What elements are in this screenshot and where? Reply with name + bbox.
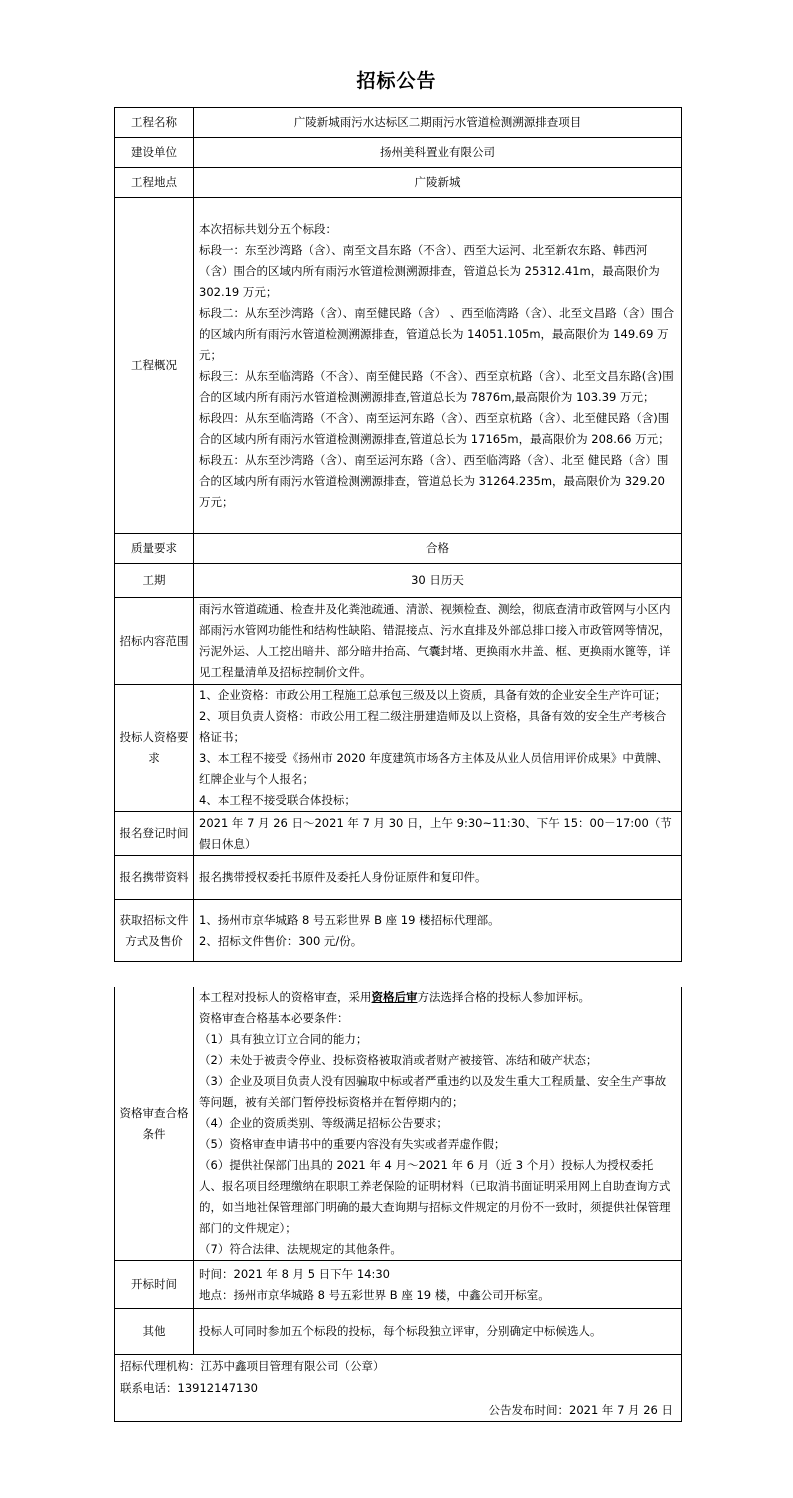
table-row [115,987,682,1261]
owner-value: 扬州美科置业有限公司 [194,138,682,168]
docs-method-value [194,900,682,962]
qualification-value [194,685,682,812]
registration-docs-label: 报名携带资料 [115,856,194,900]
project-name-value: 广陵新城雨污水达标区二期雨污水管道检测溯源排查项目 [194,108,682,138]
other-value: 投标人可同时参加五个标段的投标，每个标段独立评审，分别确定中标候选人。 [194,1309,682,1355]
qualification-line: 2、项目负责人资格：市政公用工程二级注册建造师及以上资格，具备有效的安全生产考核合格证书； [199,709,667,744]
qualification-line: 3、本工程不接受《扬州市 2020 年度建筑市场各方主体及从业人员信用评价成果》中黄牌、红牌企业与个人报名； [199,751,669,786]
table-row [115,1377,682,1399]
qualification-line: 4、本工程不接受联合体投标； [199,793,356,807]
table-row [115,1309,682,1355]
project-name-label: 工程名称 [115,108,194,138]
table-row [115,138,682,168]
table-row [115,168,682,198]
opening-line: 地点：扬州市京华城路 8 号五彩世界 B 座 19 楼，中鑫公司开标室。 [199,1287,550,1302]
review-label: 资格审查合格条件 [115,987,194,1261]
review-line: （2）未处于被责令停业、投标资格被取消或者财产被接管、冻结和破产状态； [199,1053,598,1067]
overview-line: 标段二：从东至沙湾路（含）、南至健民路（含） 、西至临湾路（含）、北至文昌路（含）围合的区域内所有雨污水管道检测溯源排查，管道总长为 14051.105m，最高限价为 149.69 万元； [199,305,675,362]
qualification-label: 投标人资格要求 [115,685,194,812]
review-intro-post: 方法选择合格的投标人参加评标。 [417,990,590,1004]
registration-time-label: 报名登记时间 [115,812,194,856]
table-row [115,685,682,812]
overview-line: 本次招标共划分五个标段： [199,221,337,236]
table-row [115,856,682,900]
review-intro [199,987,676,1008]
review-line: 资格审查合格基本必要条件： [199,1011,349,1025]
docs-method-line: 1、扬州市京华城路 8 号五彩世界 B 座 19 楼招标代理部。 [199,912,500,927]
table-row [115,598,682,685]
table-row [115,1399,682,1422]
table-row [115,812,682,856]
overview-line: 标段一：东至沙湾路（含）、南至文昌东路（不含）、西至大运河、北至新农东路、韩西河（含）围合的区域内所有雨污水管道检测溯源排查，管道总长为 25312.41m，最高限价为 302.19 万元； [199,242,660,299]
agency-text: 招标代理机构：江苏中鑫项目管理有限公司（公章） [115,1355,682,1378]
quality-value: 合格 [194,534,682,564]
overview-line: 标段三：从东至临湾路（不含）、南至健民路（不含）、西至京杭路（含）、北至文昌东路(含)围合的区域内所有雨污水管道检测溯源排查,管道总长为 7876m,最高限价为 103.39 万元； [199,368,674,404]
publish-date-text: 公告发布时间：2021 年 7 月 26 日 [115,1399,682,1422]
review-line: （6）提供社保部门出具的 2021 年 4 月～2021 年 6 月（近 3 个月）投标人为授权委托人、报名项目经理缴纳在职职工养老保险的证明材料（已取消书面证明采用网上自助查询方式的，如当地社保管理部门明确的最大查询期与招标文件规定的月份不一致时，须提供社保管理部门的文件规定）； [199,1158,671,1235]
review-line: （4）企业的资质类别、等级满足招标公告要求； [199,1116,448,1130]
duration-value: 30 日历天 [194,564,682,598]
registration-docs-value: 报名携带授权委托书原件及委托人身份证原件和复印件。 [194,856,682,900]
opening-label: 开标时间 [115,1261,194,1309]
other-label: 其他 [115,1309,194,1355]
review-line: （5）资格审查申请书中的重要内容没有失实或者弄虚作假； [199,1137,506,1151]
location-label: 工程地点 [115,168,194,198]
table-row [115,900,682,962]
owner-label: 建设单位 [115,138,194,168]
table-row [115,1355,682,1378]
docs-method-line: 2、招标文件售价：300 元/份。 [199,933,363,948]
table-row [115,198,682,534]
tender-info-table [114,107,682,962]
review-line: （3）企业及项目负责人没有因骗取中标或者严重违约以及发生重大工程质量、安全生产事故等问题，被有关部门暂停投标资格并在暂停期内的； [199,1074,667,1109]
table-row [115,1261,682,1309]
review-value [194,987,682,1261]
opening-value [194,1261,682,1309]
phone-text: 联系电话：13912147130 [115,1377,682,1399]
overview-line: 标段四：从东至临湾路（不含）、南至运河东路（含）、西至京杭路（含）、北至健民路（含)围合的区域内所有雨污水管道检测溯源排查,管道总长为 17165m，最高限价为 208.66 万元； [199,410,670,446]
overview-value [194,198,682,534]
overview-line: 标段五：从东至沙湾路（含）、南至运河东路（含）、西至临湾路（含）、北至 健民路（含）围合的区域内所有雨污水管道检测溯源排查，管道总长为 31264.235m，最高限价为 329.20 万元； [199,452,669,509]
review-intro-pre: 本工程对投标人的资格审查，采用 [199,990,372,1004]
quality-label: 质量要求 [115,534,194,564]
duration-label: 工期 [115,564,194,598]
scope-label: 招标内容范围 [115,598,194,685]
overview-label: 工程概况 [115,198,194,534]
opening-line: 时间：2021 年 8 月 5 日下午 14:30 [199,1266,390,1281]
page-title: 招标公告 [356,70,437,92]
review-line: （1）具有独立订立合同的能力； [199,1032,368,1046]
qualification-line: 1、企业资格：市政公用工程施工总承包三级及以上资质，具备有效的企业安全生产许可证； [199,688,667,702]
review-line: （7）符合法律、法规规定的其他条件。 [199,1242,402,1256]
tender-info-table-continued [114,987,682,1422]
location-value: 广陵新城 [194,168,682,198]
table-row [115,534,682,564]
scope-value: 雨污水管道疏通、检查井及化粪池疏通、清淤、视频检查、测绘，彻底查清市政管网与小区内部雨污水管网功能性和结构性缺陷、错混接点、污水直排及外部总排口接入市政管网等情况，污泥外运、人工挖出暗井、部分暗井抬高、气囊封堵、更换雨水井盖、框、更换雨水篦等，详见工程量清单及招标控制价文件。 [194,598,682,685]
table-row [115,564,682,598]
registration-time-value: 2021 年 7 月 26 日～2021 年 7 月 30 日，上午 9:30~11:30、下午 15：00－17:00（节假日休息） [194,812,682,856]
table-row [115,108,682,138]
docs-method-label: 获取招标文件方式及售价 [115,900,194,962]
review-intro-bold: 资格后审 [371,990,418,1004]
